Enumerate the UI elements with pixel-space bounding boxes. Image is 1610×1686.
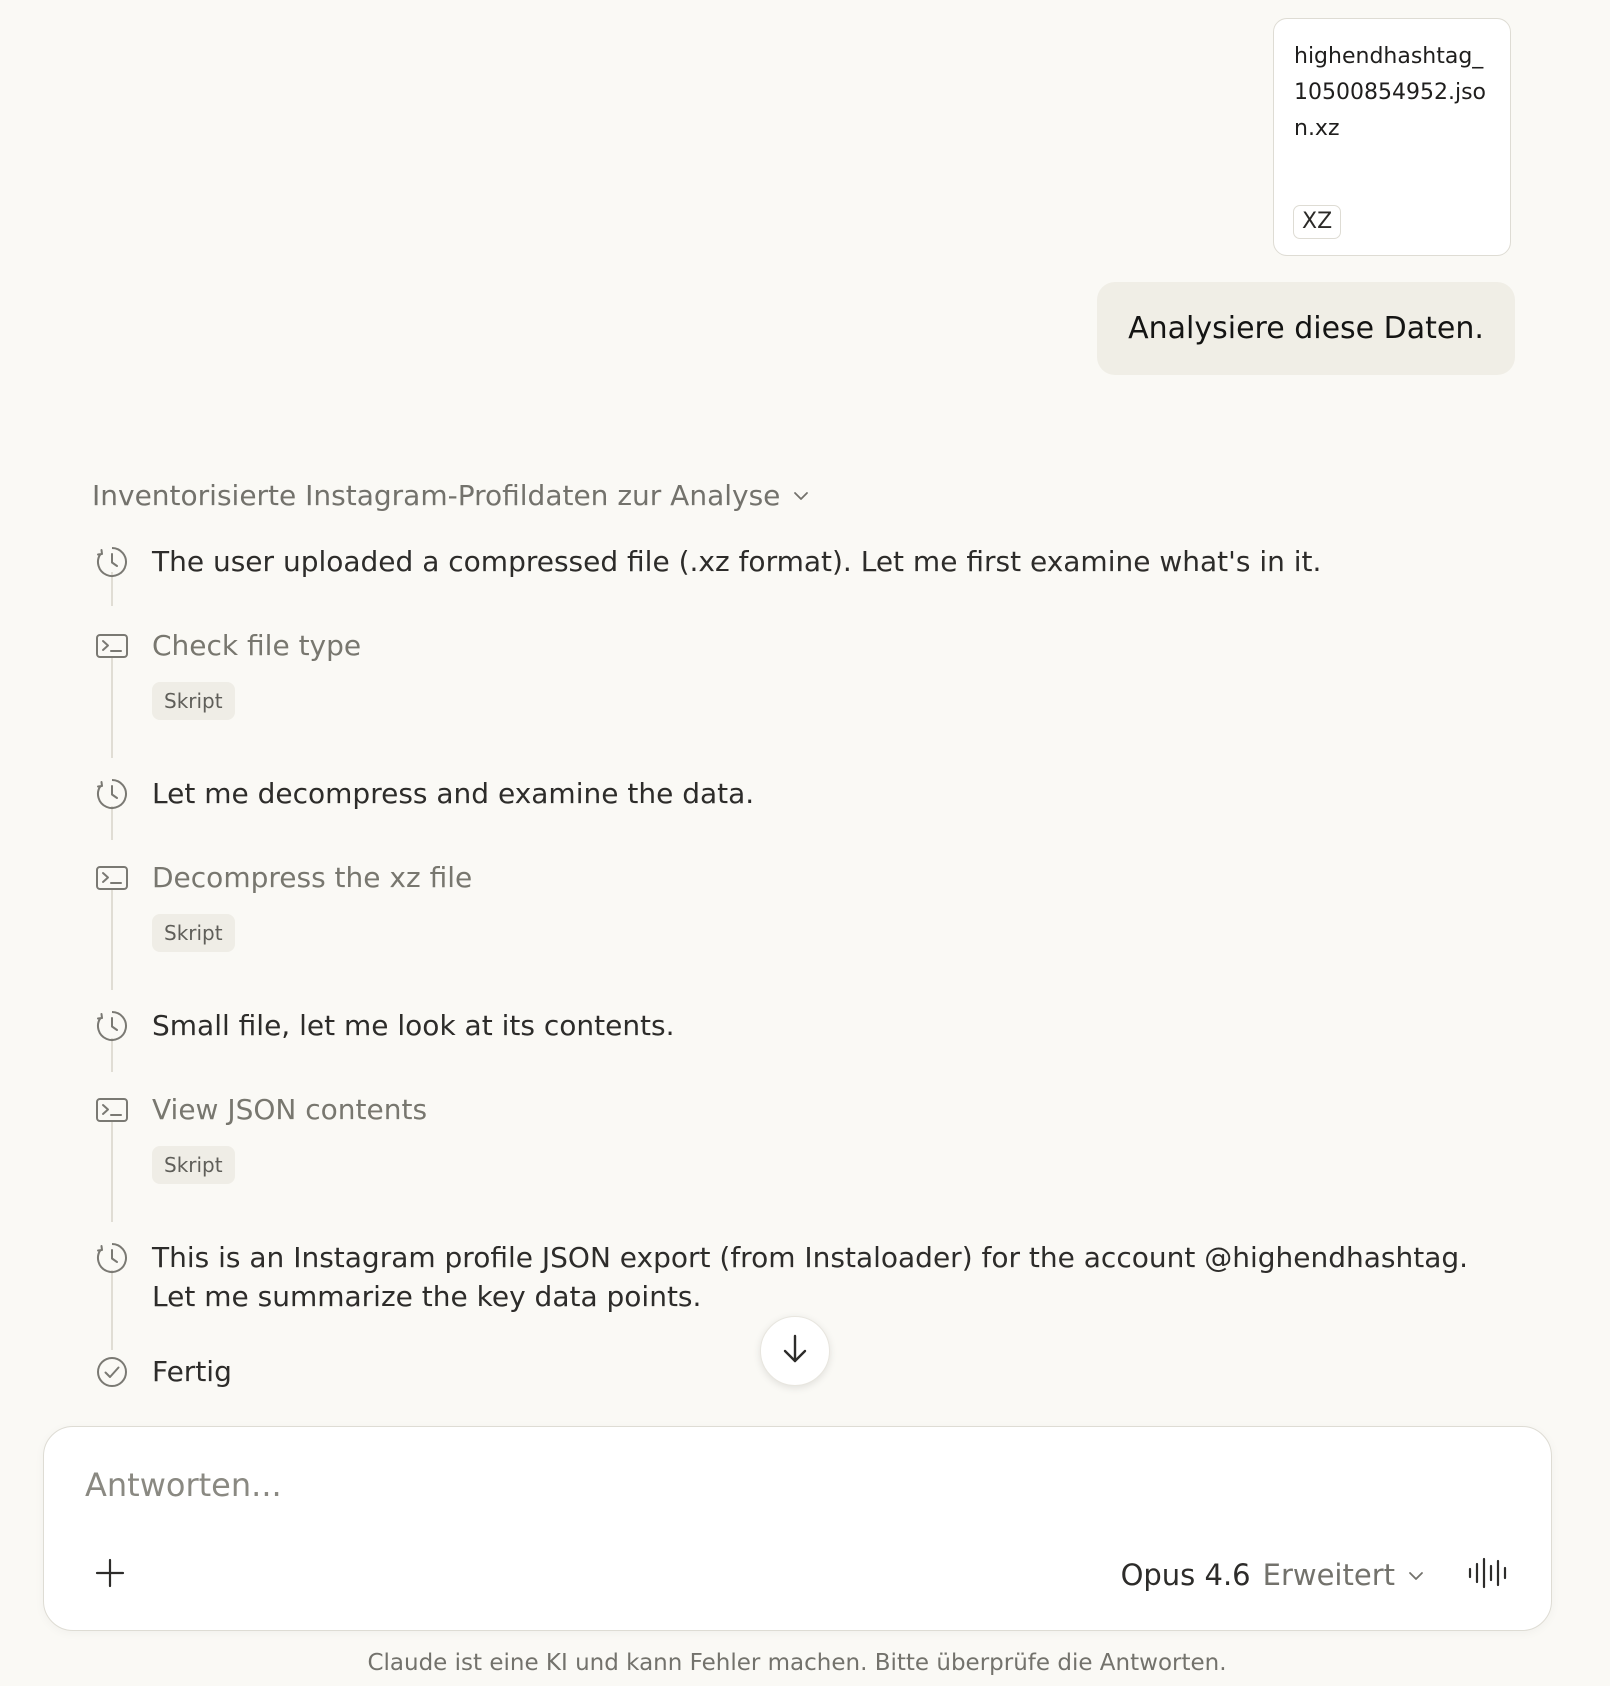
chevron-down-icon [1407,1558,1425,1592]
tool-call-title[interactable]: View JSON contents [152,1093,428,1126]
timeline-step-text: Fertig [152,1355,232,1388]
script-chip[interactable]: Skript [152,682,235,720]
reply-input[interactable] [85,1465,1385,1505]
terminal-icon [94,628,130,664]
arrow-down-icon [781,1333,809,1369]
audio-waveform-icon [1467,1556,1511,1594]
timeline-connector [111,1122,113,1222]
timeline-step-text: Small file, let me look at its contents. [152,1009,675,1042]
voice-input-button[interactable] [1465,1551,1513,1599]
thinking-summary-toggle[interactable] [92,476,810,516]
timeline-step-text: Let me decompress and examine the data. [152,777,755,810]
script-chip[interactable]: Skript [152,1146,235,1184]
check-circle-icon [94,1354,130,1390]
clock-icon [94,544,130,580]
clock-icon [94,776,130,812]
attachment-type-badge: XZ [1293,205,1341,239]
scroll-to-bottom-button[interactable] [760,1316,830,1386]
clock-icon [94,1008,130,1044]
chevron-down-icon [792,487,810,505]
plus-icon [94,1557,126,1593]
terminal-icon [94,1092,130,1128]
script-chip[interactable]: Skript [152,914,235,952]
thinking-summary-title: Inventorisierte Instagram-Profildaten zur Analyse [92,479,781,512]
model-name: Opus 4.6 [1120,1558,1251,1592]
model-selector[interactable] [1121,1555,1425,1595]
disclaimer-text: Claude ist eine KI und kann Fehler machen. Bitte überprüfe die Antworten. [367,1650,1227,1676]
user-message: Analysiere diese Daten. [1097,282,1515,375]
timeline-step-text: This is an Instagram profile JSON export (from Instaloader) for the account @highendhashtag. Let me summarize the key data points. [152,1241,1469,1313]
timeline-connector [111,658,113,758]
attachment-card[interactable] [1273,18,1511,256]
terminal-icon [94,860,130,896]
message-composer [43,1426,1552,1631]
model-mode: Erweitert [1262,1558,1395,1592]
tool-call-title[interactable]: Check file type [152,629,362,662]
timeline-connector [111,890,113,990]
add-attachment-button[interactable] [88,1553,132,1597]
timeline-step-text: The user uploaded a compressed file (.xz format). Let me first examine what's in it. [152,545,1322,578]
timeline-connector [111,1270,113,1350]
tool-call-title[interactable]: Decompress the xz file [152,861,473,894]
clock-icon [94,1240,130,1276]
attachment-filename: highendhashtag_10500854952.json.xz [1294,44,1486,141]
